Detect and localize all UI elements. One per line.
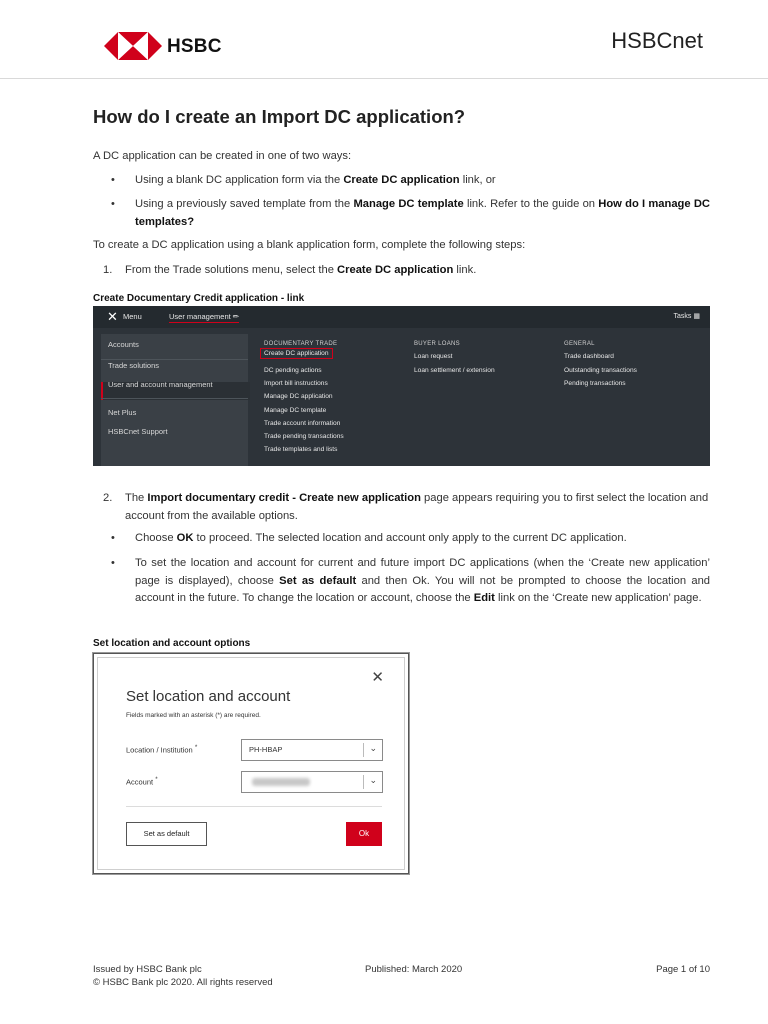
menu-item[interactable]: DC pending actions — [264, 367, 322, 374]
ok-button[interactable]: Ok — [346, 822, 382, 846]
column-heading-documentary-trade: DOCUMENTARY TRADE — [264, 341, 338, 347]
bullet-dot: • — [111, 174, 115, 186]
step2-bullet-default: To set the location and account for current and future import DC applications (when the ‘Create new application’ page is displayed), choose Set as default and then Ok. You will not be prompted to choose the location and account in the future. To change the location or account, choose the Edit link on the ‘Create new application’ page. — [135, 557, 711, 604]
sidebar-item-trade-solutions[interactable]: Trade solutions — [108, 361, 159, 370]
menu-item[interactable]: Trade account information — [264, 420, 341, 427]
step1-text: From the Trade solutions menu, select the Create DC application link. — [125, 264, 477, 276]
account-select[interactable] — [241, 771, 383, 793]
menu-sidebar — [101, 334, 248, 466]
dialog-subtitle: Fields marked with an asterisk (*) are required. — [126, 712, 261, 719]
menu-item[interactable]: Manage DC application — [264, 393, 333, 400]
caption-dialog: Set location and account options — [93, 638, 251, 649]
step-number: 1. — [103, 264, 113, 276]
bullet-dot: • — [111, 532, 115, 544]
footer-page-number: Page 1 of 10 — [656, 964, 710, 975]
footer-copyright: © HSBC Bank plc 2020. All rights reserved — [93, 977, 273, 988]
menu-item[interactable]: Outstanding transactions — [564, 367, 637, 374]
menu-item[interactable]: Pending transactions — [564, 380, 626, 387]
sidebar-item-accounts[interactable]: Accounts — [108, 340, 139, 349]
bullet-dot: • — [111, 198, 115, 210]
divider — [101, 359, 248, 360]
way-template: Using a previously saved template from the Manage DC template link. Refer to the guide on How do I manage DC templates? — [135, 198, 710, 228]
menu-item-create-dc-application[interactable]: Create DC application — [260, 350, 333, 357]
column-heading-general: GENERAL — [564, 341, 595, 347]
pin-icon: ✏ — [232, 312, 240, 321]
bullet-dot: • — [111, 557, 115, 569]
dialog-title: Set location and account — [126, 688, 291, 705]
menu-item[interactable]: Trade templates and lists — [264, 446, 338, 453]
menu-item[interactable]: Trade pending transactions — [264, 433, 344, 440]
header-divider — [0, 78, 768, 79]
page-title: How do I create an Import DC application? — [93, 106, 466, 127]
caption-menu: Create Documentary Credit application - link — [93, 293, 305, 304]
column-heading-buyer-loans: BUYER LOANS — [414, 341, 460, 347]
menu-item[interactable]: Loan request — [414, 353, 453, 360]
footer-issued: Issued by HSBC Bank plc — [93, 964, 202, 975]
footer-published: Published: March 2020 — [365, 964, 463, 975]
step2-bullet-ok: Choose OK to proceed. The selected location and account only apply to the current DC application. — [135, 532, 627, 544]
trade-menu-screenshot — [93, 306, 710, 466]
way-blank-form: Using a blank DC application form via the Create DC application link, or — [135, 174, 496, 186]
set-as-default-button[interactable]: Set as default — [126, 822, 207, 846]
location-label: Location / Institution * — [126, 744, 198, 755]
sidebar-item-user-account-management[interactable]: User and account management — [108, 380, 213, 389]
user-management-link[interactable]: User management ✏ — [169, 312, 240, 321]
close-icon[interactable]: ✕ — [371, 669, 384, 686]
location-select[interactable]: PH-HBAP ⌄ — [241, 739, 383, 761]
menu-topbar — [93, 306, 710, 328]
menu-item[interactable]: Trade dashboard — [564, 353, 614, 360]
sidebar-item-hsbcnet-support[interactable]: HSBCnet Support — [108, 427, 168, 436]
menu-label: Menu — [123, 312, 142, 321]
account-label: Account * — [126, 776, 158, 787]
menu-item[interactable]: Loan settlement / extension — [414, 367, 495, 374]
intro-text: A DC application can be created in one of two ways: — [93, 150, 352, 162]
tasks-icon: ▦ — [693, 313, 700, 320]
sidebar-item-net-plus[interactable]: Net Plus — [108, 408, 137, 417]
redacted-account-value — [252, 778, 310, 786]
divider — [101, 398, 248, 399]
logo-text: HSBC — [167, 36, 222, 57]
step2-text: The Import documentary credit - Create new application page appears requiring you to first select the location and account from the available options. — [125, 492, 709, 522]
tasks-link[interactable]: Tasks ▦ — [673, 313, 700, 320]
menu-item[interactable]: Manage DC template — [264, 407, 327, 414]
menu-item[interactable]: Import bill instructions — [264, 380, 328, 387]
brand-title: HSBCnet — [611, 28, 703, 53]
hsbc-logo-icon — [104, 32, 162, 60]
divider — [363, 743, 364, 757]
blank-form-text: To create a DC application using a blank application form, complete the following steps: — [93, 239, 526, 251]
step-number: 2. — [103, 492, 113, 504]
divider — [363, 775, 364, 789]
dialog-divider — [126, 806, 382, 807]
chevron-down-icon: ⌄ — [369, 775, 377, 785]
set-location-dialog-screenshot — [93, 653, 409, 874]
close-icon[interactable]: ✕ — [107, 309, 118, 324]
chevron-down-icon: ⌄ — [369, 743, 377, 753]
dialog-panel — [97, 657, 405, 870]
